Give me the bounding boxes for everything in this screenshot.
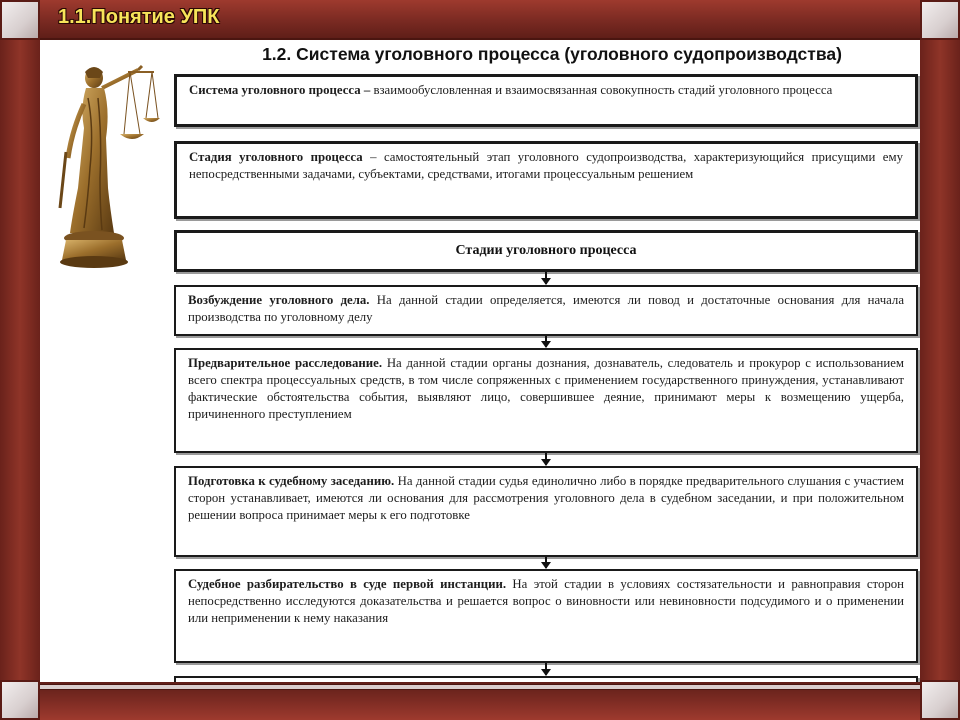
title-bar xyxy=(40,0,920,40)
stages-title: Стадии уголовного процесса xyxy=(174,230,918,272)
definition-stage-text: – самостоятельный этап уголовного судопроизводства, характеризующийся присущими ему непосредственными задачами, субъектами, средствами, итогами процессуальным решением xyxy=(189,150,903,181)
flow-arrow xyxy=(545,557,547,568)
definition-system-term: Система уголовного процесса – xyxy=(189,83,371,97)
corner-bottom-right xyxy=(920,680,960,720)
themis-statue-icon xyxy=(50,48,160,278)
flow-arrow xyxy=(545,336,547,347)
definition-stage-term: Стадия уголовного процесса xyxy=(189,150,363,164)
stage-3-name: Подготовка к судебному заседанию. xyxy=(188,474,395,488)
stage-3-text: На данной стадии судья единолично либо в порядке предварительного слушания с участием сторон устанавливает, имеются ли основания для рассмотрения уголовного дела в судебном заседании, и при положительном решении вопроса принимает меры к его подготовке xyxy=(188,474,904,522)
stage-1-name: Возбуждение уголовного дела. xyxy=(188,293,370,307)
flow-arrow xyxy=(545,663,547,675)
slide-content xyxy=(40,40,920,682)
stage-4-name: Судебное разбирательство в суде первой инстанции. xyxy=(188,577,507,591)
stage-box-1 xyxy=(174,285,918,336)
slide-title: 1.1.Понятие УПК xyxy=(58,6,220,28)
definition-system-text: взаимообусловленная и взаимосвязанная совокупность стадий уголовного процесса xyxy=(370,83,833,97)
bottom-divider xyxy=(40,684,920,690)
flow-arrow xyxy=(545,453,547,465)
definition-stage-box xyxy=(174,141,918,219)
stage-2-name: Предварительное расследование. xyxy=(188,356,383,370)
left-border xyxy=(0,40,40,680)
definition-system-box xyxy=(174,74,918,127)
corner-bottom-left xyxy=(0,680,40,720)
stage-box-4 xyxy=(174,569,918,663)
stage-4-text: На этой стадии в условиях состязательности и равноправия сторон непосредственно исследуются доказательства и решается вопрос о виновности или невиновности подсудимого и о применении или неприменении к нему наказания xyxy=(188,577,905,625)
corner-top-left xyxy=(0,0,40,40)
right-border xyxy=(920,40,960,680)
stage-box-3 xyxy=(174,466,918,557)
stage-box-5 xyxy=(174,676,918,682)
stage-box-2 xyxy=(174,348,918,453)
stage-2-text: На данной стадии органы дознания, дознаватель, следователь и прокурор с использованием всего спектра процессуальных средств, в том числе сопряженных с применением государственного принуждения, устанавливают фактические обстоятельства события, выявляют лицо, совершившее деяние, принимают меры к возмещению ущерба, причиненного преступлением xyxy=(188,356,904,421)
document-heading: 1.2. Система уголовного процесса (уголовного судопроизводства) xyxy=(262,44,842,64)
corner-top-right xyxy=(920,0,960,40)
stage-1-text: На данной стадии определяется, имеются ли повод и достаточные основания для начала производства по уголовному делу xyxy=(188,293,904,324)
flow-arrow xyxy=(545,272,547,284)
